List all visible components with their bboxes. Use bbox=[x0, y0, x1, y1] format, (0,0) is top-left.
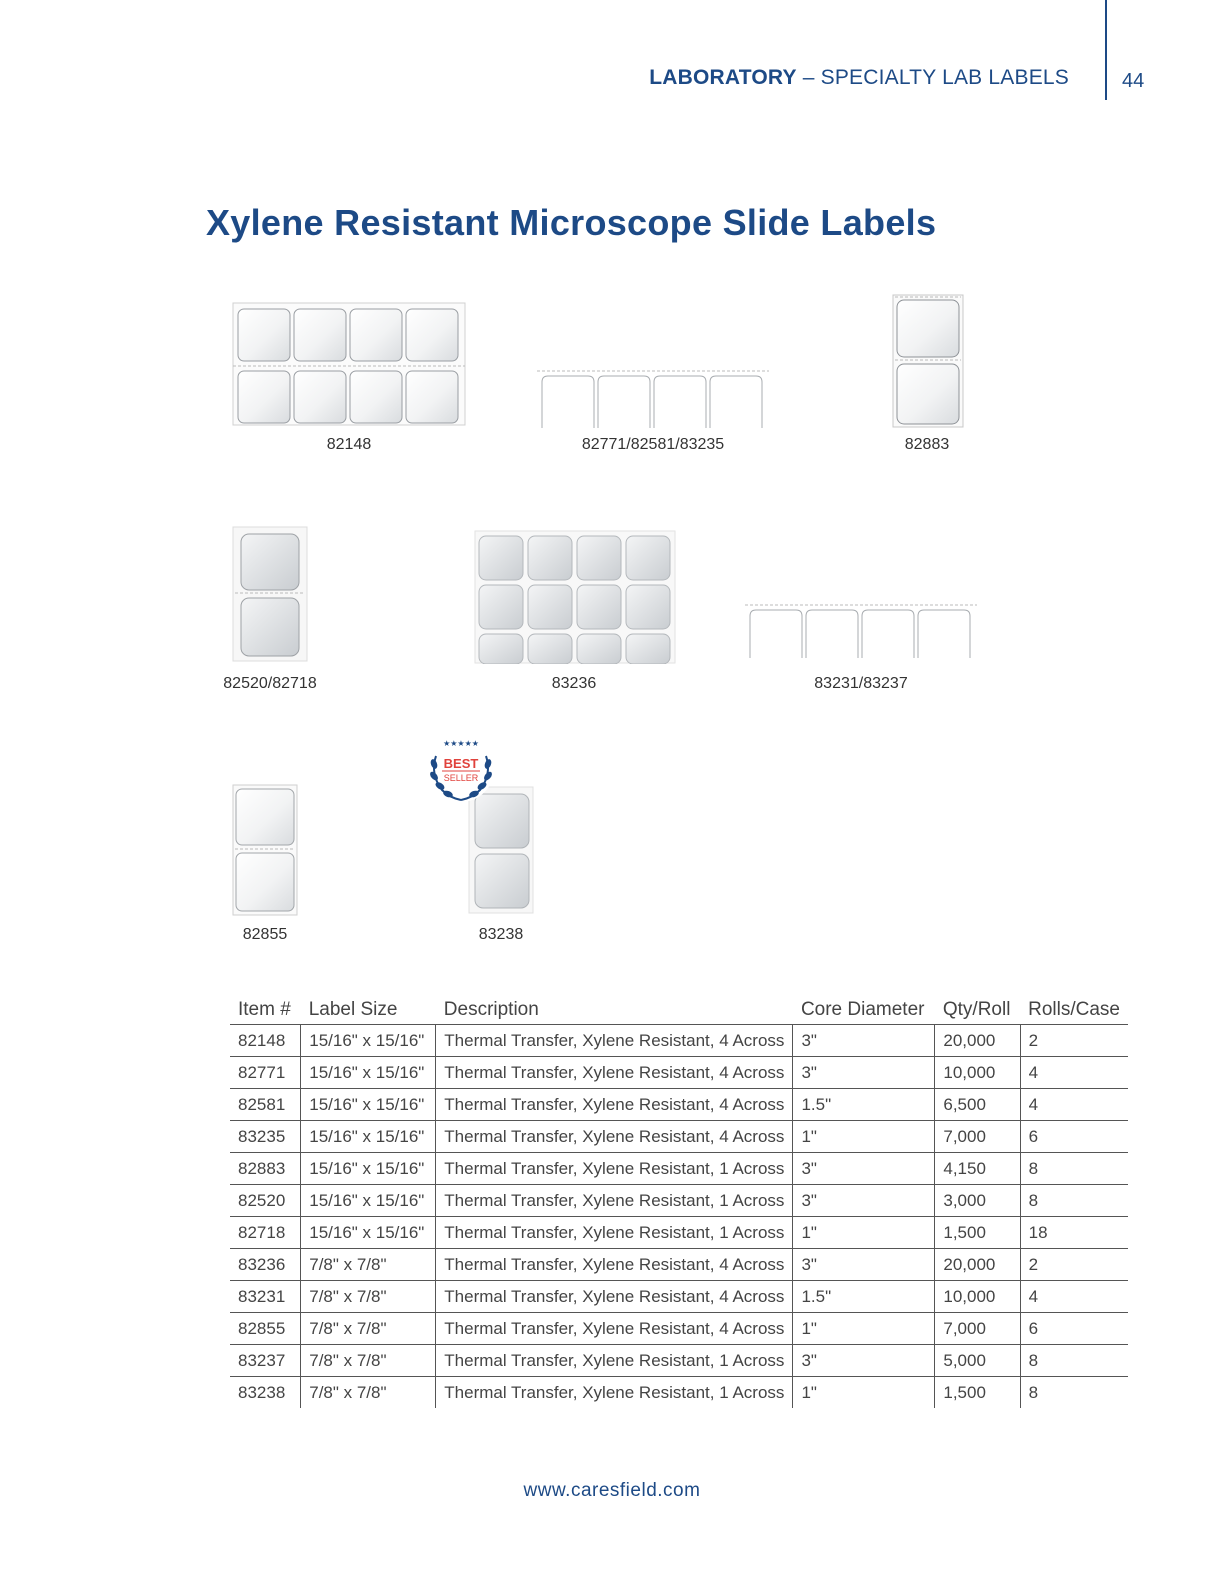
col-core-diameter: Core Diameter bbox=[793, 994, 935, 1025]
cell-description: Thermal Transfer, Xylene Resistant, 4 Across bbox=[436, 1089, 793, 1121]
cell-item: 83236 bbox=[230, 1249, 301, 1281]
cell-core-diameter: 3" bbox=[793, 1057, 935, 1089]
cell-label-size: 15/16" x 15/16" bbox=[301, 1121, 436, 1153]
badge-line2: SELLER bbox=[443, 773, 479, 783]
cell-item: 83231 bbox=[230, 1281, 301, 1313]
cell-qty-roll: 5,000 bbox=[935, 1345, 1020, 1377]
product-caption: 82771/82581/83235 bbox=[581, 436, 725, 453]
table-row bbox=[230, 1313, 1128, 1345]
cell-label-size: 15/16" x 15/16" bbox=[301, 1153, 436, 1185]
col-label-size: Label Size bbox=[301, 994, 436, 1025]
table-row bbox=[230, 1121, 1128, 1153]
cell-core-diameter: 3" bbox=[793, 1153, 935, 1185]
cell-description: Thermal Transfer, Xylene Resistant, 4 Across bbox=[436, 1281, 793, 1313]
cell-description: Thermal Transfer, Xylene Resistant, 4 Across bbox=[436, 1249, 793, 1281]
cell-qty-roll: 20,000 bbox=[935, 1025, 1020, 1057]
cell-label-size: 7/8" x 7/8" bbox=[301, 1313, 436, 1345]
table-row bbox=[230, 1377, 1128, 1409]
footer-url[interactable]: www.caresfield.com bbox=[523, 1480, 701, 1501]
product-caption: 83236 bbox=[551, 675, 597, 692]
product-caption: 82883 bbox=[904, 436, 950, 453]
cell-qty-roll: 3,000 bbox=[935, 1185, 1020, 1217]
cell-core-diameter: 3" bbox=[793, 1185, 935, 1217]
cell-description: Thermal Transfer, Xylene Resistant, 4 Across bbox=[436, 1057, 793, 1089]
col-qty-roll: Qty/Roll bbox=[935, 994, 1020, 1025]
cell-label-size: 15/16" x 15/16" bbox=[301, 1185, 436, 1217]
product-caption: 82520/82718 bbox=[223, 675, 317, 692]
section-category: LABORATORY bbox=[649, 66, 797, 89]
table-row bbox=[230, 1185, 1128, 1217]
product-image-83238 bbox=[468, 786, 534, 914]
cell-qty-roll: 7,000 bbox=[935, 1121, 1020, 1153]
product-image-82148 bbox=[232, 302, 466, 426]
cell-core-diameter: 1.5" bbox=[793, 1089, 935, 1121]
cell-rolls-case: 4 bbox=[1020, 1057, 1128, 1089]
cell-description: Thermal Transfer, Xylene Resistant, 4 Across bbox=[436, 1121, 793, 1153]
cell-item: 83237 bbox=[230, 1345, 301, 1377]
cell-item: 82771 bbox=[230, 1057, 301, 1089]
svg-text:★★★★★: ★★★★★ bbox=[443, 739, 479, 748]
cell-description: Thermal Transfer, Xylene Resistant, 1 Across bbox=[436, 1217, 793, 1249]
spec-table bbox=[230, 994, 1128, 1408]
cell-rolls-case: 4 bbox=[1020, 1281, 1128, 1313]
cell-qty-roll: 1,500 bbox=[935, 1217, 1020, 1249]
table-row bbox=[230, 1089, 1128, 1121]
table-row bbox=[230, 1345, 1128, 1377]
table-row bbox=[230, 1057, 1128, 1089]
cell-label-size: 7/8" x 7/8" bbox=[301, 1281, 436, 1313]
product-caption: 82148 bbox=[326, 436, 372, 453]
cell-description: Thermal Transfer, Xylene Resistant, 4 Across bbox=[436, 1313, 793, 1345]
cell-rolls-case: 8 bbox=[1020, 1345, 1128, 1377]
cell-core-diameter: 1" bbox=[793, 1377, 935, 1409]
cell-rolls-case: 18 bbox=[1020, 1217, 1128, 1249]
best-seller-badge bbox=[426, 734, 496, 804]
cell-rolls-case: 8 bbox=[1020, 1153, 1128, 1185]
product-image-83236 bbox=[474, 530, 676, 664]
cell-core-diameter: 3" bbox=[793, 1345, 935, 1377]
col-rolls-case: Rolls/Case bbox=[1020, 994, 1128, 1025]
cell-label-size: 7/8" x 7/8" bbox=[301, 1249, 436, 1281]
cell-qty-roll: 10,000 bbox=[935, 1281, 1020, 1313]
cell-label-size: 15/16" x 15/16" bbox=[301, 1217, 436, 1249]
cell-qty-roll: 10,000 bbox=[935, 1057, 1020, 1089]
cell-qty-roll: 1,500 bbox=[935, 1377, 1020, 1409]
product-image-82883 bbox=[892, 294, 964, 428]
cell-label-size: 15/16" x 15/16" bbox=[301, 1057, 436, 1089]
table-header-row bbox=[230, 994, 1128, 1025]
cell-label-size: 15/16" x 15/16" bbox=[301, 1025, 436, 1057]
section-subcategory: – SPECIALTY LAB LABELS bbox=[796, 66, 1069, 89]
product-image-82855 bbox=[232, 784, 298, 916]
cell-qty-roll: 20,000 bbox=[935, 1249, 1020, 1281]
cell-item: 82855 bbox=[230, 1313, 301, 1345]
cell-description: Thermal Transfer, Xylene Resistant, 1 Across bbox=[436, 1185, 793, 1217]
cell-qty-roll: 7,000 bbox=[935, 1313, 1020, 1345]
cell-qty-roll: 6,500 bbox=[935, 1089, 1020, 1121]
cell-core-diameter: 1" bbox=[793, 1217, 935, 1249]
col-item: Item # bbox=[230, 994, 301, 1025]
cell-item: 82718 bbox=[230, 1217, 301, 1249]
cell-rolls-case: 6 bbox=[1020, 1121, 1128, 1153]
cell-rolls-case: 2 bbox=[1020, 1249, 1128, 1281]
cell-item: 83238 bbox=[238, 1382, 286, 1402]
header-divider bbox=[1105, 0, 1107, 100]
cell-label-size: 7/8" x 7/8" bbox=[301, 1345, 436, 1377]
cell-description: Thermal Transfer, Xylene Resistant, 1 Across bbox=[436, 1345, 793, 1377]
badge-line1: BEST bbox=[443, 756, 479, 771]
cell-rolls-case: 4 bbox=[1020, 1089, 1128, 1121]
cell-description: Thermal Transfer, Xylene Resistant, 4 Across bbox=[436, 1025, 793, 1057]
cell-rolls-case: 8 bbox=[1020, 1185, 1128, 1217]
product-image-83231 bbox=[744, 602, 978, 658]
cell-label-size: 15/16" x 15/16" bbox=[301, 1089, 436, 1121]
product-image-82520 bbox=[232, 526, 308, 662]
page-title: Xylene Resistant Microscope Slide Labels bbox=[206, 202, 937, 243]
product-caption: 82855 bbox=[242, 926, 288, 943]
cell-core-diameter: 3" bbox=[793, 1249, 935, 1281]
cell-rolls-case: 2 bbox=[1020, 1025, 1128, 1057]
cell-description: Thermal Transfer, Xylene Resistant, 1 Across bbox=[436, 1153, 793, 1185]
cell-core-diameter: 3" bbox=[793, 1025, 935, 1057]
cell-item: 82883 bbox=[230, 1153, 301, 1185]
table-row bbox=[230, 1217, 1128, 1249]
cell-description: Thermal Transfer, Xylene Resistant, 1 Across bbox=[436, 1377, 793, 1409]
cell-rolls-case: 8 bbox=[1020, 1377, 1128, 1409]
table-row bbox=[230, 1025, 1128, 1057]
cell-item: 82581 bbox=[230, 1089, 301, 1121]
section-header bbox=[649, 66, 1069, 90]
cell-core-diameter: 1" bbox=[793, 1313, 935, 1345]
cell-core-diameter: 1" bbox=[793, 1121, 935, 1153]
cell-label-size: 7/8" x 7/8" bbox=[301, 1377, 436, 1409]
page-number: 44 bbox=[1122, 70, 1145, 92]
cell-qty-roll: 4,150 bbox=[935, 1153, 1020, 1185]
col-description: Description bbox=[436, 994, 793, 1025]
cell-core-diameter: 1.5" bbox=[793, 1281, 935, 1313]
cell-item: 83235 bbox=[230, 1121, 301, 1153]
table-row bbox=[230, 1153, 1128, 1185]
table-row bbox=[230, 1281, 1128, 1313]
product-caption: 83231/83237 bbox=[814, 675, 908, 692]
cell-rolls-case: 6 bbox=[1020, 1313, 1128, 1345]
product-caption: 83238 bbox=[478, 926, 524, 943]
table-row bbox=[230, 1249, 1128, 1281]
cell-item: 82520 bbox=[230, 1185, 301, 1217]
product-image-82771 bbox=[536, 368, 770, 428]
cell-item: 82148 bbox=[230, 1025, 301, 1057]
